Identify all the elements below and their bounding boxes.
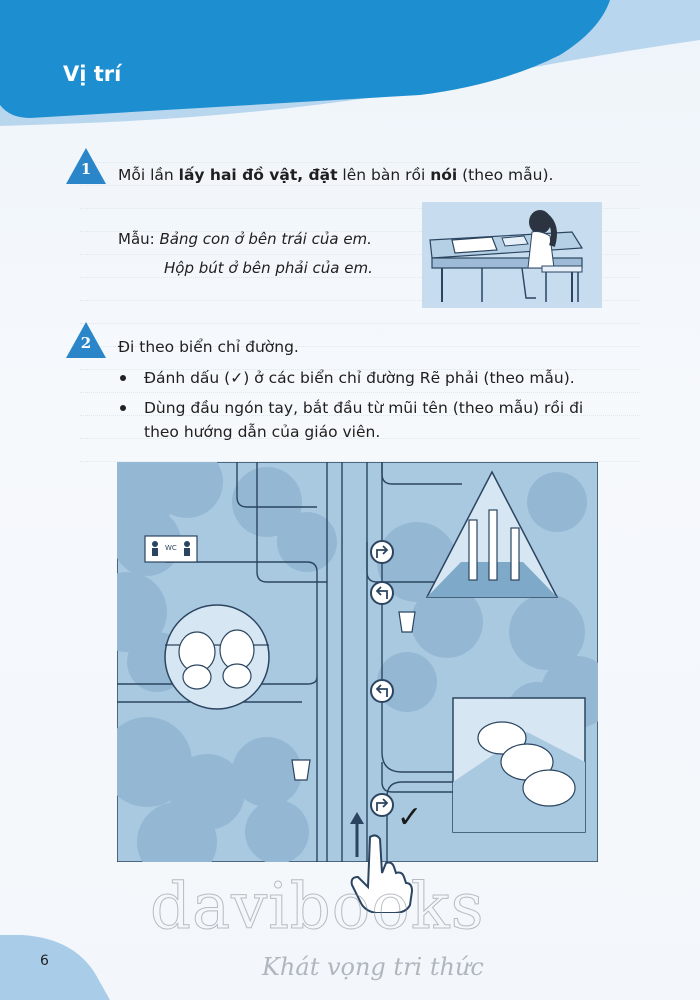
turn-right-sign-icon (371, 794, 393, 816)
trash-bin-icon (399, 612, 415, 632)
corner-decoration (0, 935, 110, 1000)
publisher-watermark: davibooks (150, 870, 485, 944)
exercise-2-instruction: Đi theo biển chỉ đường. (118, 338, 299, 356)
exercise-1-number-badge: 1 (66, 148, 106, 184)
turn-right-sign-icon (371, 541, 393, 563)
exercise-1-instruction: Mỗi lần lấy hai đồ vật, đặt lên bàn rồi nói (theo mẫu). (118, 166, 554, 184)
bullet-item: Dùng đầu ngón tay, bắt đầu từ mũi tên (theo mẫu) rồi đi theo hướng dẫn của giáo viên. (118, 396, 588, 444)
publisher-tagline: Khát vọng tri thức (262, 953, 484, 981)
wc-label: WC (165, 544, 177, 552)
exercise-2-bullets (118, 366, 588, 450)
check-mark-icon: ✓ (397, 800, 423, 835)
bullet-item: Đánh dấu (✓) ở các biển chỉ đường Rẽ phải (theo mẫu). (118, 366, 588, 390)
example-label: Mẫu: (118, 230, 155, 248)
page-title: Vị trí (63, 62, 122, 86)
girl-at-desk-illustration (422, 202, 602, 308)
exercise-2-number-badge: 2 (66, 322, 106, 358)
page-number: 6 (40, 953, 49, 969)
exercise-1-example (118, 225, 373, 283)
turn-left-sign-icon (371, 680, 393, 702)
route-map (117, 462, 598, 862)
example-line-1: Bảng con ở bên trái của em. (159, 230, 372, 248)
turn-left-sign-icon (371, 582, 393, 604)
example-line-2: Hộp bút ở bên phải của em. (164, 259, 373, 277)
trash-bin-icon (292, 760, 310, 780)
